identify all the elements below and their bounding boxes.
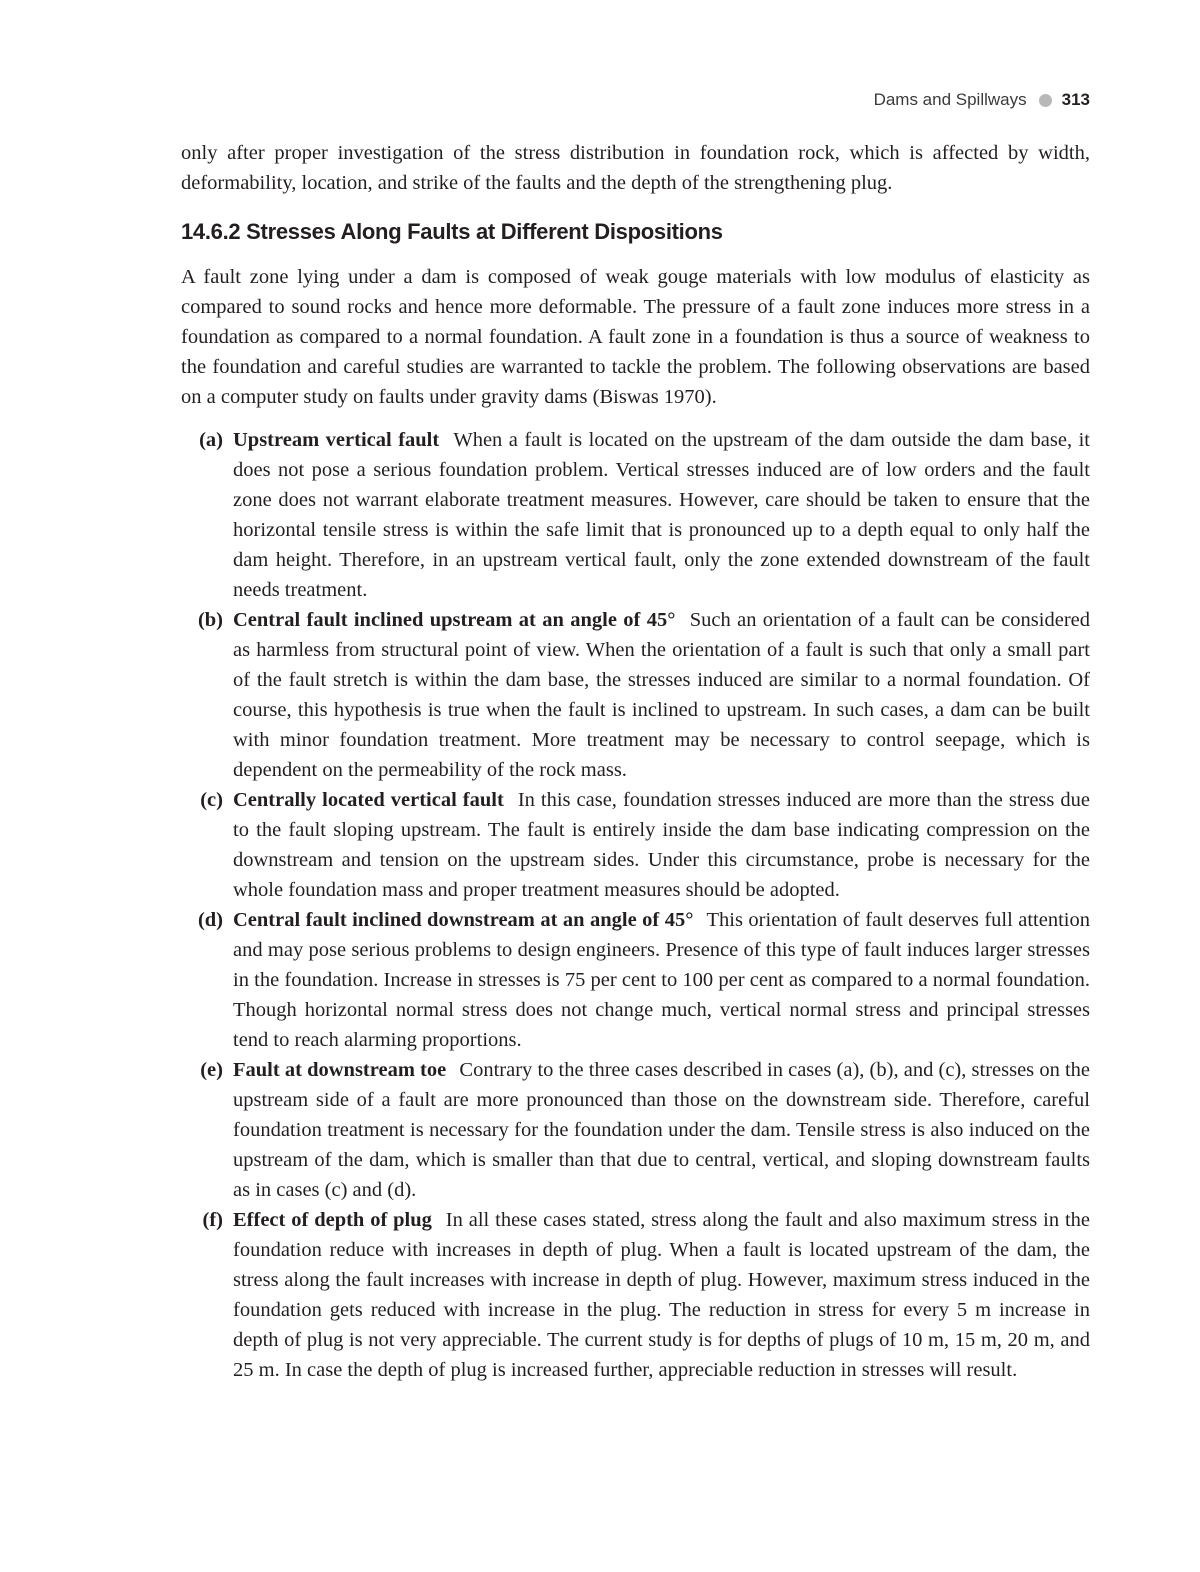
case-term: Central fault inclined upstream at an angle of 45°	[233, 609, 676, 631]
list-marker: (a)	[199, 429, 223, 451]
case-text: Such an orientation of a fault can be considered as harmless from structural point of view. When the orientation of a fault is such that only a small part of the fault stretch is within the dam base, the stresses induced are similar to a normal foundation. Of course, this hypothesis is true when the fault is inclined to upstream. In such cases, a dam can be built with minor foundation treatment. More treatment may be necessary to control seepage, which is dependent on the permeability of the rock mass.	[233, 609, 1091, 781]
list-item	[181, 1055, 1090, 1205]
case-text: Contrary to the three cases described in cases (a), (b), and (c), stresses on the upstream side of a fault are more pronounced than those on the downstream side. Therefore, careful foundation treatment is necessary for the foundation under the dam. Tensile stress is also induced on the upstream of the dam, which is smaller than that due to central, vertical, and sloping downstream faults as in cases (c) and (d).	[233, 1059, 1091, 1201]
case-term: Fault at downstream toe	[233, 1059, 447, 1081]
list-item	[181, 905, 1090, 1055]
section-paragraph: A fault zone lying under a dam is composed of weak gouge materials with low modulus of elasticity as compared to sound rocks and hence more deformable. The pressure of a fault zone induces more stress in a foundation as compared to a normal foundation. A fault zone in a foundation is thus a source of weakness to the foundation and careful studies are warranted to tackle the problem. The following observations are based on a computer study on faults under gravity dams (Biswas 1970).	[181, 266, 1090, 408]
case-text: In all these cases stated, stress along the fault and also maximum stress in the foundation reduce with increases in depth of plug. When a fault is located upstream of the dam, the stress along the fault increases with increase in depth of plug. However, maximum stress induced in the foundation gets reduced with increase in the plug. The reduction in stress for every 5 m increase in depth of plug is not very appreciable. The current study is for depths of plugs of 10 m, 15 m, 20 m, and 25 m. In case the depth of plug is increased further, appreciable reduction in stresses will result.	[233, 1209, 1091, 1381]
page-body	[181, 138, 1090, 1385]
section-heading: 14.6.2 Stresses Along Faults at Different Dispositions	[181, 219, 723, 244]
case-term: Effect of depth of plug	[233, 1209, 432, 1231]
case-term: Central fault inclined downstream at an angle of 45°	[233, 909, 694, 931]
case-text: In this case, foundation stresses induced are more than the stress due to the fault sloping upstream. The fault is entirely inside the dam base indicating compression on the downstream and tension on the upstream sides. Under this circumstance, probe is necessary for the whole foundation mass and proper treatment measures should be adopted.	[233, 789, 1091, 901]
header-bullet-icon	[1039, 94, 1052, 107]
list-item	[181, 785, 1090, 905]
list-marker: (c)	[200, 789, 223, 811]
list-marker: (f)	[202, 1209, 223, 1231]
running-header	[874, 90, 1090, 110]
list-item	[181, 1205, 1090, 1385]
list-item	[181, 425, 1090, 605]
case-list	[181, 425, 1090, 1385]
list-item	[181, 605, 1090, 785]
case-term: Centrally located vertical fault	[233, 789, 504, 811]
list-marker: (d)	[197, 909, 223, 931]
list-marker: (b)	[197, 609, 223, 631]
intro-paragraph: only after proper investigation of the stress distribution in foundation rock, which is affected by width, deformability, location, and strike of the faults and the depth of the strengthening plug.	[181, 142, 1090, 194]
running-title: Dams and Spillways	[873, 90, 1027, 109]
case-term: Upstream vertical fault	[233, 429, 440, 451]
case-text: When a fault is located on the upstream of the dam outside the dam base, it does not pose a serious foundation problem. Vertical stresses induced are of low orders and the fault zone does not warrant elaborate treatment measures. However, care should be taken to ensure that the horizontal tensile stress is within the safe limit that is pronounced up to a depth equal to only half the dam height. Therefore, in an upstream vertical fault, only the zone extended downstream of the fault needs treatment.	[233, 429, 1090, 601]
case-text: This orientation of fault deserves full attention and may pose serious problems to design engineers. Presence of this type of fault induces larger stresses in the foundation. Increase in stresses is 75 per cent to 100 per cent as compared to a normal foundation. Though horizontal normal stress does not change much, vertical normal stress and principal stresses tend to reach alarming proportions.	[233, 909, 1090, 1051]
list-marker: (e)	[200, 1059, 223, 1081]
page-number: 313	[1061, 90, 1090, 109]
